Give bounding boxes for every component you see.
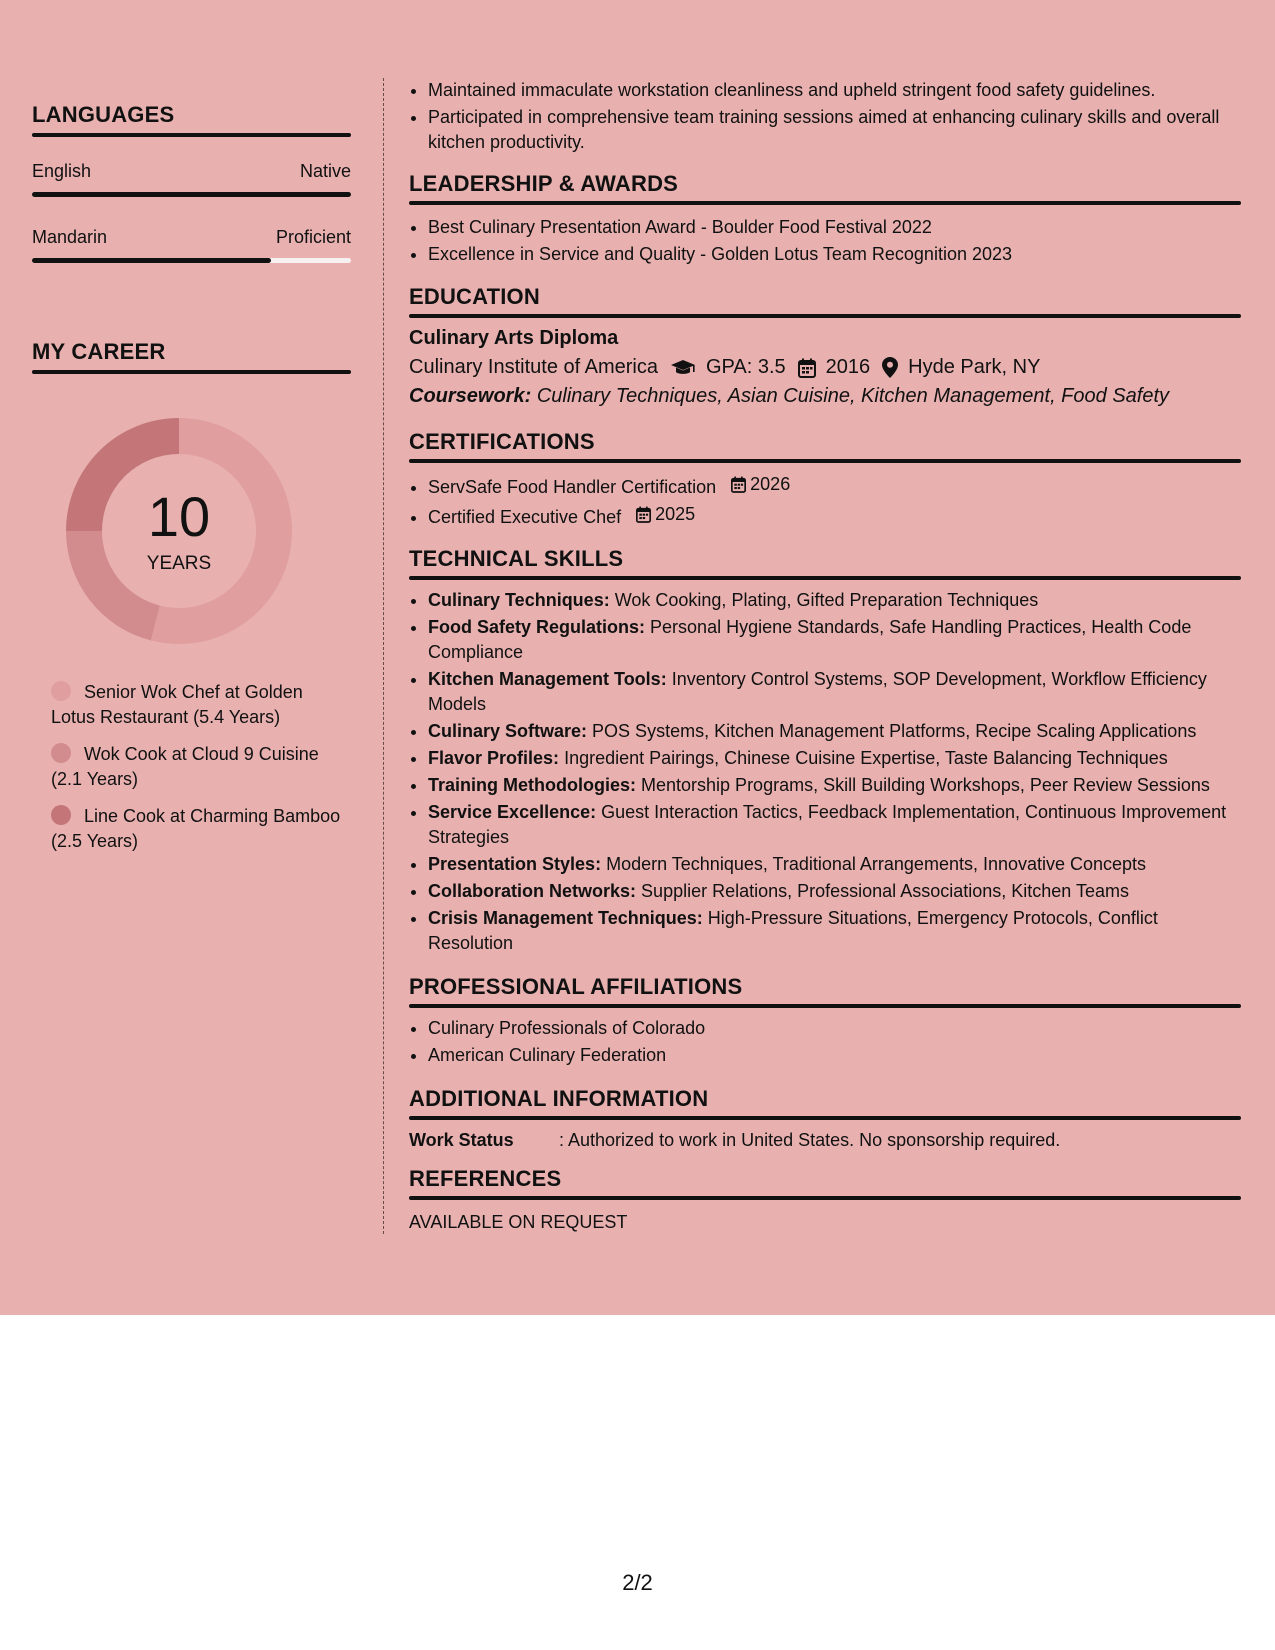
legend-dot	[51, 805, 71, 825]
language-item	[32, 161, 351, 197]
education-year: 2016	[825, 356, 871, 378]
coursework-text: Culinary Techniques, Asian Cuisine, Kitchen Management, Food Safety	[536, 385, 1170, 407]
skill-text: Ingredient Pairings, Chinese Cuisine Expertise, Taste Balancing Techniques	[564, 748, 1168, 768]
section-rule	[409, 459, 1241, 463]
education-location: Hyde Park, NY	[908, 356, 1041, 378]
affiliations-section	[409, 974, 1241, 1068]
calendar-icon	[636, 506, 651, 523]
language-bar-fill	[32, 192, 351, 197]
section-title: PROFESSIONAL AFFILIATIONS	[409, 974, 743, 999]
career-section	[32, 339, 351, 854]
list-item: • Maintained immaculate workstation cleanliness and upheld stringent food safety guidelines.	[428, 78, 1241, 103]
skill-text: High-Pressure Situations, Emergency Protocols, Conflict Resolution	[428, 908, 1158, 953]
career-legend-item	[51, 804, 351, 854]
section-title: CERTIFICATIONS	[409, 429, 595, 454]
career-role-label: Senior Wok Chef at Golden Lotus Restaurant (5.4 Years)	[51, 682, 303, 727]
language-name: Mandarin	[32, 227, 108, 247]
skill-text: Personal Hygiene Standards, Safe Handling Practices, Health Code Compliance	[428, 617, 1192, 662]
skill-label: Kitchen Management Tools:	[428, 669, 667, 689]
language-bar	[32, 192, 351, 197]
skill-text: Wok Cooking, Plating, Gifted Preparation Techniques	[614, 590, 1039, 610]
references-text: AVAILABLE ON REQUEST	[409, 1212, 628, 1232]
list-item: • Participated in comprehensive team training sessions aimed at enhancing culinary skills and overall kitchen productivity.	[428, 105, 1241, 155]
section-rule	[32, 370, 351, 374]
career-role-label: Wok Cook at Cloud 9 Cuisine (2.1 Years)	[51, 744, 319, 789]
skill-item	[428, 906, 1241, 956]
skill-text: Inventory Control Systems, SOP Development, Workflow Efficiency Models	[428, 669, 1207, 714]
calendar-icon	[731, 476, 746, 493]
skill-label: Collaboration Networks:	[428, 881, 637, 901]
experience-tail-list	[409, 78, 1241, 155]
additional-info-section	[409, 1086, 1241, 1151]
sidebar	[32, 80, 351, 866]
section-rule	[409, 314, 1241, 318]
section-title: ADDITIONAL INFORMATION	[409, 1086, 709, 1111]
career-legend-item	[51, 680, 351, 730]
certification-name: Certified Executive Chef	[428, 507, 622, 527]
main-column	[409, 78, 1241, 1233]
section-title: TECHNICAL SKILLS	[409, 546, 624, 571]
certification-year: 2025	[655, 504, 696, 524]
section-rule	[409, 201, 1241, 205]
skill-item	[428, 879, 1241, 904]
language-bar-fill	[32, 258, 271, 263]
skill-item	[428, 719, 1241, 744]
section-rule	[409, 1116, 1241, 1120]
language-item	[32, 227, 351, 263]
calendar-icon	[798, 358, 816, 378]
section-title: EDUCATION	[409, 284, 540, 309]
skill-item	[428, 800, 1241, 850]
skill-text: Mentorship Programs, Skill Building Workshops, Peer Review Sessions	[641, 775, 1210, 795]
career-years-unit: YEARS	[146, 553, 212, 574]
column-divider	[383, 78, 384, 1234]
career-donut-chart	[66, 418, 292, 644]
education-details	[409, 356, 1241, 379]
skill-text: Supplier Relations, Professional Associations, Kitchen Teams	[641, 881, 1129, 901]
section-title: LEADERSHIP & AWARDS	[409, 171, 679, 196]
section-rule	[409, 576, 1241, 580]
technical-skills-section	[409, 546, 1241, 956]
skills-list	[409, 588, 1241, 956]
certification-name: ServSafe Food Handler Certification	[428, 477, 717, 497]
list-item: • Culinary Professionals of Colorado	[428, 1016, 1241, 1041]
references-section	[409, 1166, 1241, 1233]
section-title: REFERENCES	[409, 1166, 562, 1191]
work-status-value: : Authorized to work in United States. No sponsorship required.	[559, 1130, 1061, 1150]
career-total-years: 10	[147, 485, 211, 548]
work-status-label: Work Status	[409, 1130, 514, 1150]
list-item	[428, 472, 1241, 500]
list-item: • Excellence in Service and Quality - Golden Lotus Team Recognition 2023	[428, 242, 1241, 267]
list-item	[428, 502, 1241, 530]
skill-label: Culinary Software:	[428, 721, 588, 741]
career-legend	[32, 680, 351, 854]
skill-label: Training Methodologies:	[428, 775, 636, 795]
location-pin-icon	[882, 357, 898, 378]
language-bar	[32, 258, 351, 263]
skill-item	[428, 588, 1241, 613]
career-legend-item	[51, 742, 351, 792]
education-school: Culinary Institute of America	[409, 356, 658, 378]
skill-label: Presentation Styles:	[428, 854, 602, 874]
education-degree: Culinary Arts Diploma	[409, 327, 619, 349]
section-title: LANGUAGES	[32, 102, 175, 127]
skill-text: Modern Techniques, Traditional Arrangements, Innovative Concepts	[606, 854, 1147, 874]
skill-label: Flavor Profiles:	[428, 748, 560, 768]
skill-label: Culinary Techniques:	[428, 590, 610, 610]
list-item: • Best Culinary Presentation Award - Boulder Food Festival 2022	[428, 215, 1241, 240]
skill-label: Crisis Management Techniques:	[428, 908, 703, 928]
skill-label: Food Safety Regulations:	[428, 617, 646, 637]
education-coursework	[409, 385, 1241, 408]
skill-label: Service Excellence:	[428, 802, 597, 822]
language-level: Native	[299, 161, 351, 181]
certification-year: 2026	[750, 474, 791, 494]
certifications-section	[409, 429, 1241, 530]
skill-item	[428, 852, 1241, 877]
education-gpa: GPA: 3.5	[706, 356, 786, 378]
education-section	[409, 284, 1241, 408]
list-item: • American Culinary Federation	[428, 1043, 1241, 1068]
skill-text: Guest Interaction Tactics, Feedback Implementation, Continuous Improvement Strategies	[428, 802, 1227, 847]
coursework-label: Coursework:	[409, 385, 532, 407]
languages-section	[32, 102, 351, 263]
skill-text: POS Systems, Kitchen Management Platforms, Recipe Scaling Applications	[592, 721, 1197, 741]
section-rule	[409, 1196, 1241, 1200]
skill-item	[428, 615, 1241, 665]
language-name: English	[32, 161, 92, 181]
section-rule	[409, 1004, 1241, 1008]
skill-item	[428, 746, 1241, 771]
skill-item	[428, 773, 1241, 798]
skill-item	[428, 667, 1241, 717]
legend-dot	[51, 681, 71, 701]
page-number: 2/2	[622, 1570, 653, 1595]
graduation-cap-icon	[670, 359, 696, 377]
career-role-label: Line Cook at Charming Bamboo (2.5 Years)	[51, 806, 341, 851]
section-title: MY CAREER	[32, 339, 166, 364]
leadership-section	[409, 171, 1241, 267]
language-level: Proficient	[275, 227, 351, 247]
section-rule	[32, 133, 351, 137]
legend-dot	[51, 743, 71, 763]
